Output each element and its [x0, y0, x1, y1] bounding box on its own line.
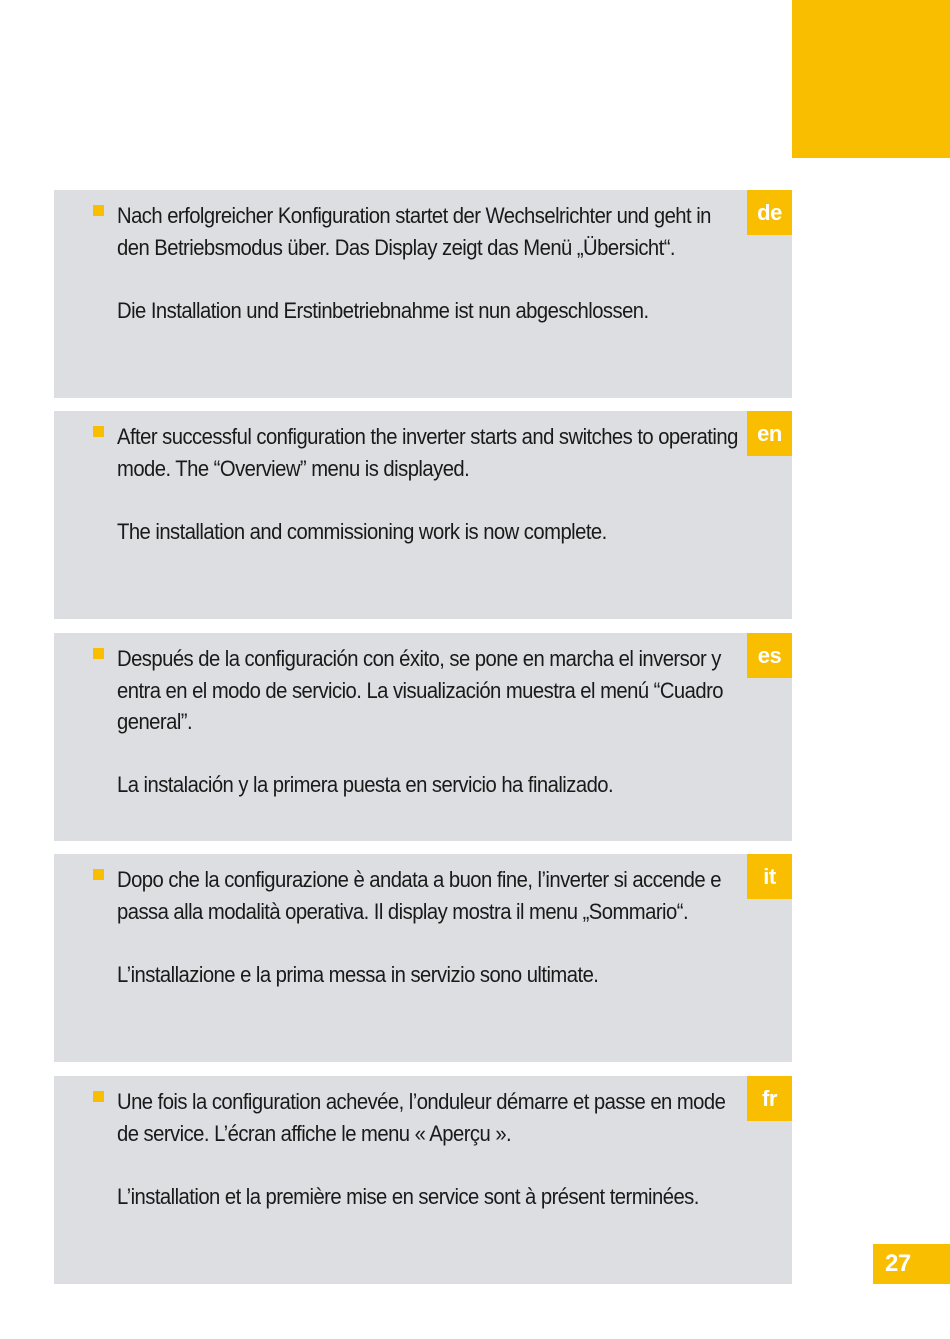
language-tab-it: it [747, 854, 792, 899]
second-paragraph: Die Installation und Erstinbetriebnahme ist nun abgeschlossen. [117, 297, 649, 323]
section-text [117, 421, 738, 547]
section-fr [54, 1076, 792, 1284]
section-en [54, 411, 792, 619]
second-paragraph: The installation and commissioning work is now complete. [117, 518, 607, 544]
bullet-icon [93, 869, 104, 880]
language-tab-en: en [747, 411, 792, 456]
first-paragraph: Dopo che la configurazione è andata a buon fine, l’inverter si accende e passa alla modalità operativa. Il display mostra il menu „Sommario“. [117, 867, 721, 924]
second-paragraph: L’installation et la première mise en service sont à présent terminées. [117, 1183, 699, 1209]
section-text [117, 864, 738, 990]
bullet-icon [93, 426, 104, 437]
second-paragraph: La instalación y la primera puesta en servicio ha finalizado. [117, 772, 614, 797]
section-it [54, 854, 792, 1062]
section-de [54, 190, 792, 398]
page-number: 27 [873, 1244, 950, 1284]
language-tab-de: de [747, 190, 792, 235]
section-text [117, 1086, 738, 1212]
bullet-icon [93, 648, 104, 659]
section-text [117, 643, 738, 801]
language-tab-fr: fr [747, 1076, 792, 1121]
first-paragraph: Después de la configuración con éxito, se pone en marcha el inversor y entra en el modo de servicio. La visualización muestra el menú “Cuadro general”. [117, 646, 724, 734]
first-paragraph: After successful configuration the inverter starts and switches to operating mode. The “Overview” menu is displayed. [117, 424, 738, 481]
section-es [54, 633, 792, 841]
first-paragraph: Nach erfolgreicher Konfiguration startet der Wechselrichter und geht in den Betriebsmodus über. Das Display zeigt das Menü „Übersicht“. [117, 203, 711, 260]
bullet-icon [93, 205, 104, 216]
language-tab-es: es [747, 633, 792, 678]
section-text [117, 200, 738, 326]
first-paragraph: Une fois la configuration achevée, l’onduleur démarre et passe en mode de service. L’écran affiche le menu « Aperçu ». [117, 1089, 726, 1146]
corner-accent-tab [792, 0, 950, 158]
second-paragraph: L’installazione e la prima messa in servizio sono ultimate. [117, 961, 599, 987]
bullet-icon [93, 1091, 104, 1102]
